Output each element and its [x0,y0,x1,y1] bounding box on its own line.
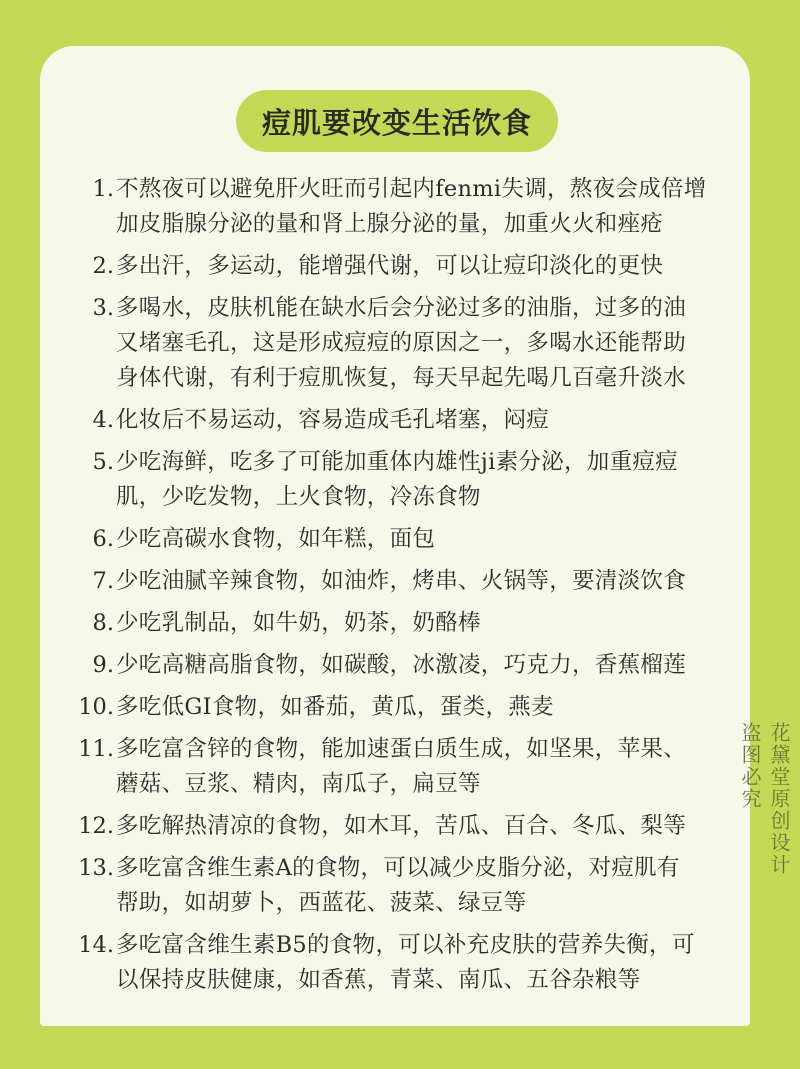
item-text-line: 少吃乳制品，如牛奶，奶茶，奶酪棒 [116,610,481,636]
item-text [116,172,740,242]
item-text [116,690,740,725]
watermark-text [738,722,794,876]
list-item [72,809,740,844]
item-text-line: 少吃高糖高脂食物，如碳酸，冰激凌，巧克力，香蕉榴莲 [116,652,687,678]
item-number: 12. [78,813,114,839]
item-number: 7. [92,568,114,594]
list-item [72,564,740,599]
item-text-line: 以保持皮肤健康，如香蕉，青菜、南瓜、五谷杂粮等 [116,967,641,993]
item-text-line: 多出汗，多运动，能增强代谢，可以让痘印淡化的更快 [116,253,664,279]
list-item [72,172,740,242]
item-text-line: 又堵塞毛孔，这是形成痘痘的原因之一，多喝水还能帮助 [116,330,687,356]
item-number: 8. [92,610,114,636]
list-item [72,522,740,557]
item-text-line: 蘑菇、豆浆、精肉，南瓜子，扁豆等 [116,771,481,797]
item-text-line: 肌，少吃发物，上火食物，冷冻食物 [116,484,481,510]
item-number: 14. [78,932,114,958]
item-text [116,809,740,844]
list-item [72,445,740,515]
item-text [116,928,740,998]
item-number: 1. [92,176,114,202]
item-number: 4. [92,407,114,433]
item-text [116,291,740,396]
item-text-line: 化妆后不易运动，容易造成毛孔堵塞，闷痘 [116,407,550,433]
watermark-line-2: 盗图必究 [738,722,762,810]
list-item [72,291,740,396]
item-text-line: 少吃海鲜，吃多了可能加重体内雄性ji素分泌，加重痘痘 [116,449,678,475]
item-text-line: 多吃富含维生素A的食物，可以减少皮脂分泌，对痘肌有 [116,855,680,881]
item-text-line: 少吃高碳水食物，如年糕，面包 [116,526,436,552]
item-text-line: 多吃富含维生素B5的食物，可以补充皮肤的营养失衡，可 [116,932,695,958]
item-text-line: 不熬夜可以避免肝火旺而引起内fenmi失调，熬夜会成倍增 [116,176,707,202]
item-text-line: 多吃富含锌的食物，能加速蛋白质生成，如坚果，苹果、 [116,736,687,762]
item-text [116,522,740,557]
item-number: 5. [92,449,114,475]
item-text [116,403,740,438]
tips-list [72,172,740,1005]
item-text-line: 身体代谢，有利于痘肌恢复，每天早起先喝几百毫升淡水 [116,365,687,391]
item-text [116,606,740,641]
item-text-line: 多喝水，皮肤机能在缺水后会分泌过多的油脂，过多的油 [116,295,687,321]
item-number: 6. [92,526,114,552]
item-text-line: 加皮脂腺分泌的量和肾上腺分泌的量，加重火火和痤疮 [116,211,664,237]
item-text [116,564,740,599]
item-text-line: 多吃低GI食物，如番茄，黄瓜，蛋类，燕麦 [116,694,554,720]
page-title: 痘肌要改变生活饮食 [236,90,558,152]
list-item [72,928,740,998]
item-number: 2. [92,253,114,279]
item-number: 13. [78,855,114,881]
item-number: 11. [78,736,114,762]
item-text [116,732,740,802]
list-item [72,851,740,921]
watermark-line-1: 花黛堂原创设计 [767,722,791,876]
item-text-line: 多吃解热清凉的食物，如木耳，苦瓜、百合、冬瓜、梨等 [116,813,687,839]
item-text [116,648,740,683]
item-number: 3. [92,295,114,321]
list-item [72,732,740,802]
item-number: 9. [92,652,114,678]
list-item [72,690,740,725]
item-text-line: 少吃油腻辛辣食物，如油炸，烤串、火锅等，要清淡饮食 [116,568,687,594]
item-text [116,249,740,284]
list-item [72,403,740,438]
list-item [72,249,740,284]
item-number: 10. [78,694,114,720]
list-item [72,606,740,641]
list-item [72,648,740,683]
item-text-line: 帮助，如胡萝卜，西蓝花、菠菜、绿豆等 [116,890,527,916]
item-text [116,851,740,921]
item-text [116,445,740,515]
